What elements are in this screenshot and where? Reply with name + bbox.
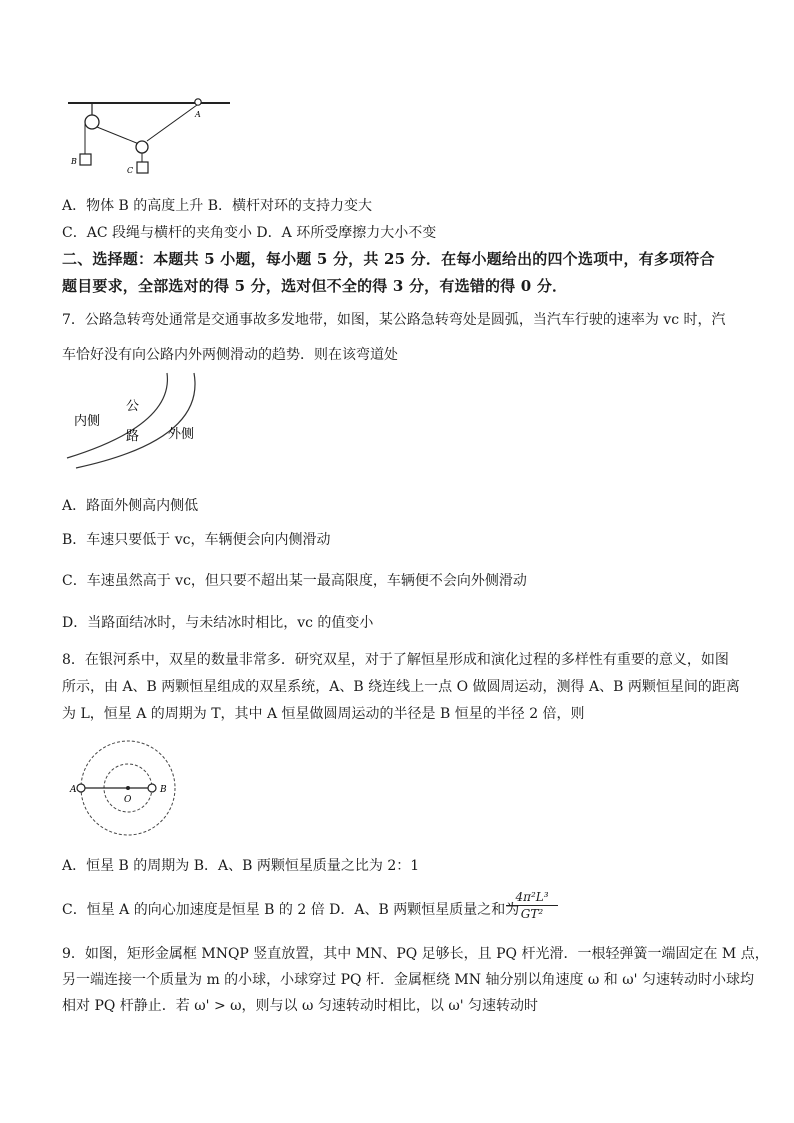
section2-header-line2: 题目要求，全部选对的得 5 分，选对但不全的得 3 分，有选错的得 0 分．	[62, 277, 568, 295]
q9-stem-line1: 9．如图，矩形金属框 MNQP 竖直放置，其中 MN、PQ 足够长，且 PQ 杆光滑．一根轻弹簧一端固定在 M 点，	[62, 946, 769, 962]
q7-option-B: B．车速只要低于 vc，车辆便会向内侧滑动	[62, 532, 331, 548]
label-star-A: A	[70, 785, 77, 795]
binary-star-figure	[64, 736, 194, 846]
road-char-2: 路	[126, 429, 140, 444]
q7-option-D: D．当路面结冰时，与未结冰时相比，vc 的值变小	[62, 615, 374, 631]
movable-pulley	[136, 141, 148, 153]
label-A: A	[195, 110, 201, 119]
center-O	[126, 786, 130, 790]
q7-option-A: A．路面外侧高内侧低	[62, 498, 199, 514]
fraction-numerator: 4π²L³	[506, 890, 558, 906]
q8-options-AB: A．恒星 B 的周期为 B．A、B 两颗恒星质量之比为 2：1	[62, 858, 420, 874]
q8-stem-line2: 所示，由 A、B 两颗恒星组成的双星系统，A、B 绕连线上一点 O 做圆周运动，测得 A、B 两颗恒星间的距离	[62, 679, 740, 695]
outer-label: 外侧	[168, 427, 195, 442]
pulley-figure	[66, 92, 234, 182]
q8-mass-sum-fraction	[506, 890, 558, 921]
label-B: B	[71, 157, 77, 166]
road-curve-figure	[64, 370, 214, 470]
q6-options-line2: C．AC 段绳与横杆的夹角变小 D．A 环所受摩擦力大小不变	[62, 225, 437, 241]
star-A	[77, 784, 85, 792]
road-char-1: 公	[126, 399, 140, 414]
q9-stem-line3: 相对 PQ 杆静止．若 ω' > ω，则与以 ω 匀速转动时相比，以 ω' 匀速转动时	[62, 998, 539, 1014]
ring-A	[195, 99, 201, 105]
label-O: O	[124, 795, 132, 805]
q8-stem-line1: 8．在银河系中，双星的数量非常多．研究双星，对于了解恒星形成和演化过程的多样性有重要的意义，如图	[62, 652, 729, 668]
label-star-B: B	[160, 785, 167, 795]
q9-stem-line2: 另一端连接一个质量为 m 的小球，小球穿过 PQ 杆．金属框绕 MN 轴分别以角速度 ω 和 ω' 匀速转动时小球均	[62, 972, 754, 988]
fixed-pulley	[85, 115, 99, 129]
q8-options-CD: C．恒星 A 的向心加速度是恒星 B 的 2 倍 D．A、B 两颗恒星质量之和为	[62, 902, 520, 918]
block-C	[137, 162, 148, 173]
block-B	[80, 154, 91, 165]
q7-option-C: C．车速虽然高于 vc，但只要不超出某一最高限度，车辆便不会向外侧滑动	[62, 573, 527, 589]
q8-stem-line3: 为 L，恒星 A 的周期为 T，其中 A 恒星做圆周运动的半径是 B 恒星的半径 2 倍，则	[62, 706, 585, 722]
fraction-denominator: GT²	[520, 907, 544, 921]
q7-stem-line1: 7．公路急转弯处通常是交通事故多发地带，如图，某公路急转弯处是圆弧，当汽车行驶的速率为 vc 时，汽	[62, 312, 726, 328]
star-B	[148, 784, 156, 792]
q7-stem-line2: 车恰好没有向公路内外两侧滑动的趋势．则在该弯道处	[62, 347, 398, 363]
inner-label: 内侧	[74, 414, 101, 429]
section2-header-line1: 二、选择题：本题共 5 小题，每小题 5 分，共 25 分．在每小题给出的四个选项中，有多项符合	[62, 250, 715, 268]
label-C: C	[127, 166, 134, 175]
q6-options-line1: A．物体 B 的高度上升 B．横杆对环的支持力变大	[62, 198, 373, 214]
